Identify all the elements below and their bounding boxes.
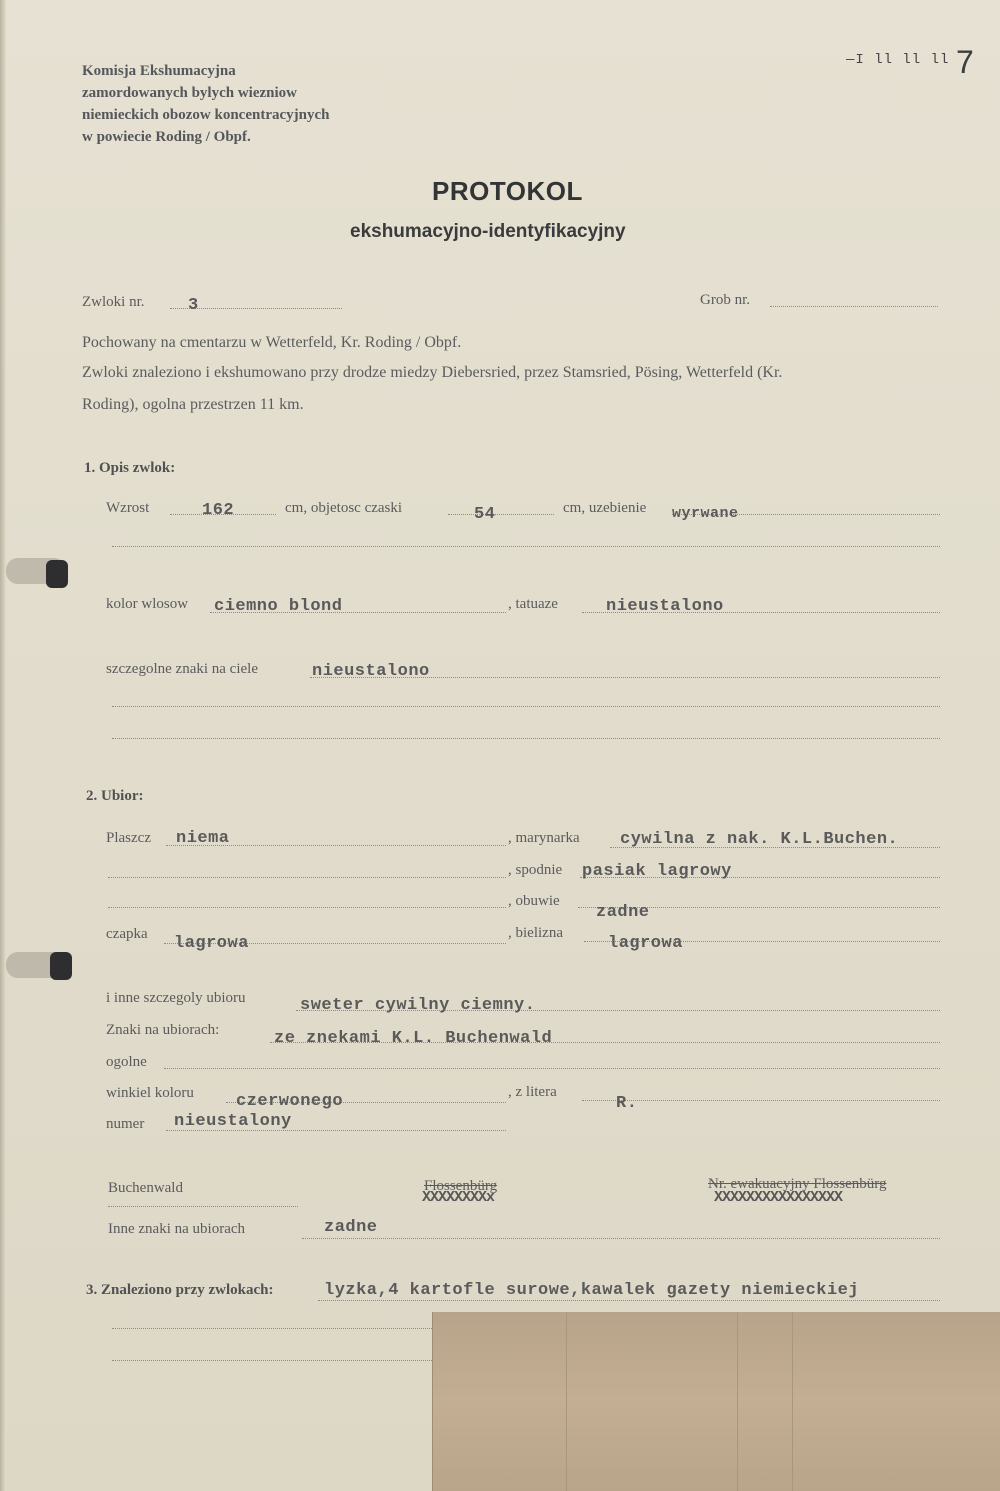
document-title: PROTOKOL <box>432 176 583 206</box>
label-teeth: cm, uzebienie <box>563 500 647 516</box>
burial-text: Pochowany na cmentarzu w Wetterfeld, Kr. Roding / Obpf. <box>82 334 462 351</box>
value-tattoos: nieustalono <box>606 597 724 616</box>
found-text-line-1: Zwloki znaleziono i ekshumowano przy drodze miedzy Diebersried, przez Stamsried, Pösing, Wetterfeld (Kr. <box>82 364 783 381</box>
label-other-marks: Inne znaki na ubiorach <box>108 1221 246 1237</box>
section-2-heading: 2. Ubior: <box>86 788 144 804</box>
label-underwear: , bielizna <box>508 925 563 941</box>
label-cap: czapka <box>106 926 148 942</box>
section-1-heading: 1. Opis zwlok: <box>84 460 176 476</box>
document-subtitle: ekshumacyjno-identyfikacyjny <box>350 221 626 242</box>
value-height: 162 <box>202 501 235 520</box>
label-other-clothing: i inne szczegoly ubioru <box>106 990 246 1006</box>
commission-line-1: Komisja Ekshumacyjna <box>82 63 236 79</box>
label-jacket: , marynarka <box>508 830 580 846</box>
value-body-no: 3 <box>188 296 199 315</box>
label-letter: , z litera <box>508 1084 557 1100</box>
label-general: ogolne <box>106 1054 147 1070</box>
found-text-line-2: Roding), ogolna przestrzen 11 km. <box>82 396 304 413</box>
value-number: nieustalony <box>174 1112 292 1131</box>
commission-line-3: niemieckich obozow koncentracyjnych <box>82 107 330 123</box>
punch-hole-top <box>46 560 68 588</box>
value-hair-color: ciemno blond <box>214 597 343 616</box>
punch-hole-bottom <box>50 952 72 980</box>
section-3-heading: 3. Znaleziono przy zwlokach: <box>86 1282 274 1298</box>
label-skull: cm, objetosc czaski <box>285 500 403 516</box>
label-flossenburg: Flossenbürg <box>424 1178 498 1194</box>
value-skull: 54 <box>474 505 496 524</box>
value-shoes: zadne <box>596 903 650 922</box>
value-jacket: cywilna z nak. K.L.Buchen. <box>620 830 899 849</box>
value-trousers: pasiak lagrowy <box>582 862 732 881</box>
label-buchenwald: Buchenwald <box>108 1180 183 1196</box>
label-tattoos: , tatuaze <box>508 596 558 612</box>
label-triangle-color: winkiel koloru <box>106 1085 194 1101</box>
page-number: 7 <box>956 44 974 80</box>
label-trousers: , spodnie <box>508 862 563 878</box>
page-edge <box>0 0 6 1491</box>
label-height: Wzrost <box>106 500 150 516</box>
label-grave-no: Grob nr. <box>700 292 750 308</box>
commission-line-4: w powiecie Roding / Obpf. <box>82 129 251 145</box>
value-clothing-marks: ze znekami K.L. Buchenwald <box>274 1029 553 1048</box>
strikeout-evacuation-no: XXXXXXXXXXXXXXXX <box>714 1189 843 1206</box>
label-clothing-marks: Znaki na ubiorach: <box>106 1022 220 1038</box>
archive-stamp: —I ll ll ll <box>846 52 950 68</box>
value-coat: niema <box>176 829 230 848</box>
label-coat: Plaszcz <box>106 830 151 846</box>
value-underwear: lagrowa <box>608 934 683 953</box>
value-teeth: wyrwane <box>672 505 739 522</box>
label-special-marks: szczegolne znaki na ciele <box>106 661 258 677</box>
label-body-no: Zwloki nr. <box>82 294 145 310</box>
strikeout-flossenburg: XXXXXXXXx <box>422 1189 495 1206</box>
label-number: numer <box>106 1116 145 1132</box>
value-cap: lagrowa <box>174 934 249 953</box>
paper-patch <box>432 1312 1000 1491</box>
value-special-marks: nieustalono <box>312 662 430 681</box>
value-letter: R. <box>616 1094 638 1113</box>
value-triangle-color: czerwonego <box>236 1092 344 1111</box>
value-found-items: lyzka,4 kartofle surowe,kawalek gazety niemieckiej <box>324 1281 860 1300</box>
label-shoes: , obuwie <box>508 893 560 909</box>
label-evacuation-no: Nr. ewakuacyjny Flossenbürg <box>708 1176 887 1192</box>
value-other-marks: zadne <box>324 1218 378 1237</box>
commission-line-2: zamordowanych bylych wiezniow <box>82 85 297 101</box>
label-hair-color: kolor wlosow <box>106 596 189 612</box>
value-other-clothing: sweter cywilny ciemny. <box>300 996 536 1015</box>
